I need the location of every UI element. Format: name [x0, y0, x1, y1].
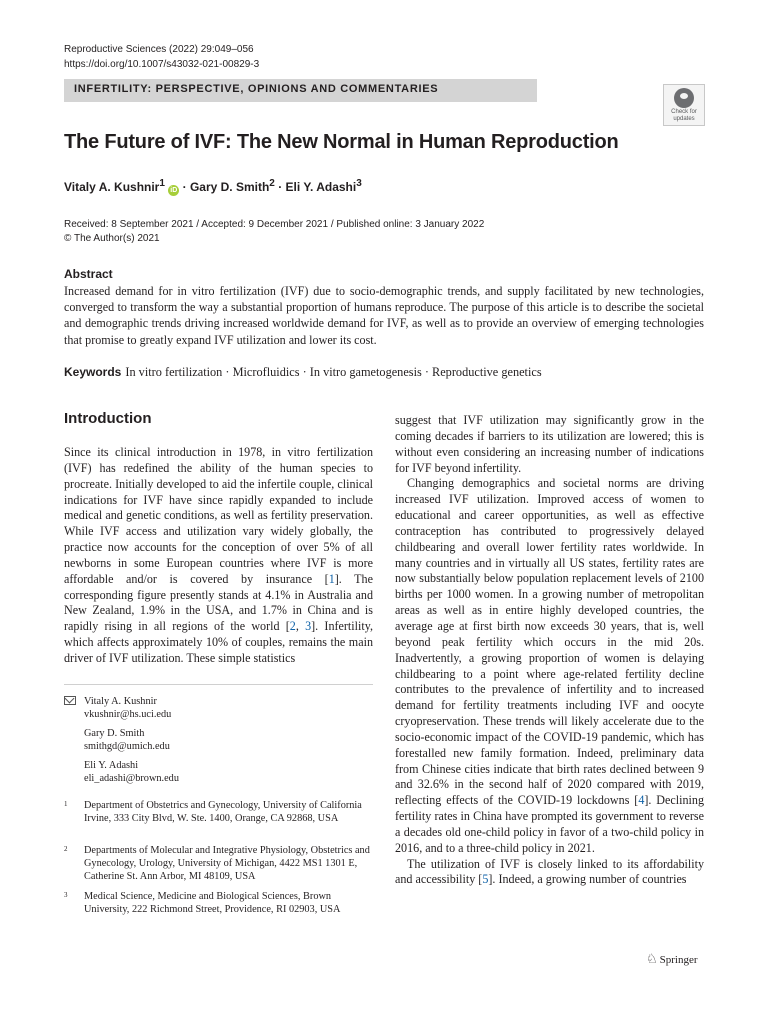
paragraph-text: Changing demographics and societal norms are driving increased IVF utilization. Improved access of women to educational and career opportunities, as well as effective contraception has contributed to progressively delayed childbearing and overall lower fertility rates worldwide. In many countries and in virtually all US states, fertility rates are now substantially below population replacement levels of 2100 births per 1000 women. In a growing number of metropolitan areas as well as in entire highly developed countries, the average age at first birth now exceeds 30 years, that is, well beyond peak fertility which occurs in the mid 20s. Inadvertently, a growing proportion of women is delaying childbearing to a point where age-related fertility decline contributes to the prevalence of infertility and to increased demand for fertility treatments including IVF and oocyte cryopreservation. These trends will likely accelerate due to the socio-economic impact of the COVID-19 pandemic, which has forestalled new family formation. Indeed, preliminary data from Chinese cities indicate that birth rates declined between 9 and 32.6% in the second half of 2020 compared with 2019, reflecting effects of the COVID-19 lockdowns [ [395, 476, 704, 808]
journal-info [64, 42, 259, 72]
doi-link[interactable]: https://doi.org/10.1007/s43032-021-00829-3 [64, 59, 260, 70]
author-list [64, 178, 362, 196]
right-column [395, 413, 704, 888]
paragraph-text: ]. Indeed, a growing number of countries [488, 872, 687, 887]
check-for-updates-button[interactable] [663, 84, 705, 126]
abstract-heading: Abstract [64, 267, 113, 281]
check-updates-label-2: updates [673, 116, 695, 122]
paragraph-text: ]. The corresponding figure presently stands at 4.1% in Australia and New Zealand, 1.9% in the USA, and 1.7% in China and is rapidly rising in all regions of the world [ [64, 571, 373, 634]
section-banner [64, 79, 537, 102]
author-separator: · [179, 180, 190, 194]
paragraph-text: ]. Infertility, which affects approximately 10% of couples, remains the main driver of IVF utilization. These simple statistics [64, 619, 373, 665]
springer-horse-icon: ♘ [646, 951, 658, 966]
author-separator: · [274, 180, 286, 194]
corresponding-author [84, 727, 373, 753]
paragraph-text: Since its clinical introduction in 1978, in vitro fertilization (IVF) has redefined the ability of the human species to procreate. Initially developed to aid the infertile couple, clinical indications for IVF have since rapidly expanded to include medical and genetic conditions, as well as fertility preservation. While IVF access and utilization vary widely globally, the practice now accounts for the conception of over 5% of all newborns in some European countries where IVF is more affordable and/or is covered by insurance [ [64, 445, 373, 586]
article-title: The Future of IVF: The New Normal in Human Reproduction [64, 131, 619, 153]
citation-link[interactable]: 3 [305, 619, 312, 634]
citation-link[interactable]: 1 [328, 571, 335, 586]
body-paragraph [64, 445, 373, 667]
correspondence-block [64, 695, 373, 791]
publisher-name: Springer [659, 954, 698, 966]
citation-link[interactable]: 5 [482, 872, 489, 887]
section-banner-label: INFERTILITY: PERSPECTIVE, OPINIONS AND COMMENTARIES [74, 83, 439, 95]
author-name: Gary D. Smith [84, 728, 145, 739]
author-affiliation-ref: 1 [159, 178, 165, 189]
affiliation [64, 844, 373, 883]
affiliation-text: Department of Obstetrics and Gynecology, University of California Irvine, 333 City Blvd, W. Ste. 1400, Orange, CA 92868, USA [84, 800, 362, 824]
body-paragraph [395, 476, 704, 856]
check-updates-label-1: Check for [671, 109, 697, 115]
corresponding-author [84, 695, 373, 721]
author-affiliation-ref: 2 [269, 178, 275, 189]
author-name: Eli Y. Adashi [84, 760, 139, 771]
author-email[interactable]: eli_adashi@brown.edu [84, 773, 179, 784]
author-email[interactable]: vkushnir@hs.uci.edu [84, 709, 172, 720]
published-date: / Published online: 3 January 2022 [328, 219, 485, 230]
footnote-divider [64, 684, 373, 685]
body-paragraph [395, 857, 704, 889]
keywords [64, 365, 704, 380]
envelope-icon [64, 696, 76, 705]
affiliation-text: Medical Science, Medicine and Biological Sciences, Brown University, 222 Richmond Street, Providence, RI 02903, USA [84, 891, 341, 915]
affiliation-number: 2 [64, 845, 68, 853]
affiliation-number: 1 [64, 800, 68, 808]
corresponding-author [84, 759, 373, 785]
paragraph-text: The utilization of IVF is closely linked to its affordability and accessibility [ [395, 856, 704, 887]
journal-citation: Reproductive Sciences (2022) 29:049–056 [64, 44, 254, 55]
author-name[interactable]: Vitaly A. Kushnir [64, 180, 160, 194]
author-name[interactable]: Eli Y. Adashi [285, 180, 357, 194]
copyright-notice: © The Author(s) 2021 [64, 233, 160, 244]
author-name[interactable]: Gary D. Smith [189, 180, 270, 194]
keywords-list: In vitro fertilization · Microfluidics · In vitro gametogenesis · Reproductive genetics [125, 365, 542, 379]
article-dates [64, 218, 484, 246]
affiliation [64, 890, 373, 916]
introduction-heading: Introduction [64, 410, 152, 427]
abstract-text: Increased demand for in vitro fertilization (IVF) due to socio-demographic trends, and supply facilitated by new technologies, converged to transform the way a substantial proportion of humans reproduce. The purpose of this article is to describe the societal and demographic trends driving increased worldwide demand for IVF, as well as to provide an overview of emerging technologies that promise to greatly expand IVF utilization and lower its cost. [64, 284, 704, 347]
author-email[interactable]: smithgd@umich.edu [84, 741, 170, 752]
publisher-logo [646, 951, 698, 967]
orcid-icon[interactable]: iD [170, 187, 178, 194]
author-affiliation-ref: 3 [356, 178, 362, 189]
paragraph-text: ]. Declining fertility rates in China have prompted its government to reverse a decades old one-child policy in favor of a two-child policy in 2016, and to a three-child policy in 2021. [395, 793, 704, 855]
affiliation-text: Departments of Molecular and Integrative Physiology, Obstetrics and Gynecology, Urology, University of Michigan, 4422 MS1 1301 E, Catherine St. Ann Arbor, MI 48109, USA [84, 845, 370, 882]
keywords-label: Keywords [64, 365, 122, 379]
body-paragraph: suggest that IVF utilization may significantly grow in the coming decades if barriers to its utilization are lowered; this is without even considering an increasing number of indications for IVF beyond infertility. [395, 413, 704, 475]
affiliation-number: 3 [64, 891, 68, 899]
citation-link[interactable]: 4 [638, 793, 645, 808]
check-updates-icon [674, 88, 694, 108]
author-name: Vitaly A. Kushnir [84, 696, 157, 707]
citation-link[interactable]: 2 [289, 619, 296, 634]
received-accepted-dates: Received: 8 September 2021 / Accepted: 9 December 2021 [64, 219, 329, 230]
affiliation [64, 799, 373, 825]
paragraph-text: , [295, 619, 306, 634]
